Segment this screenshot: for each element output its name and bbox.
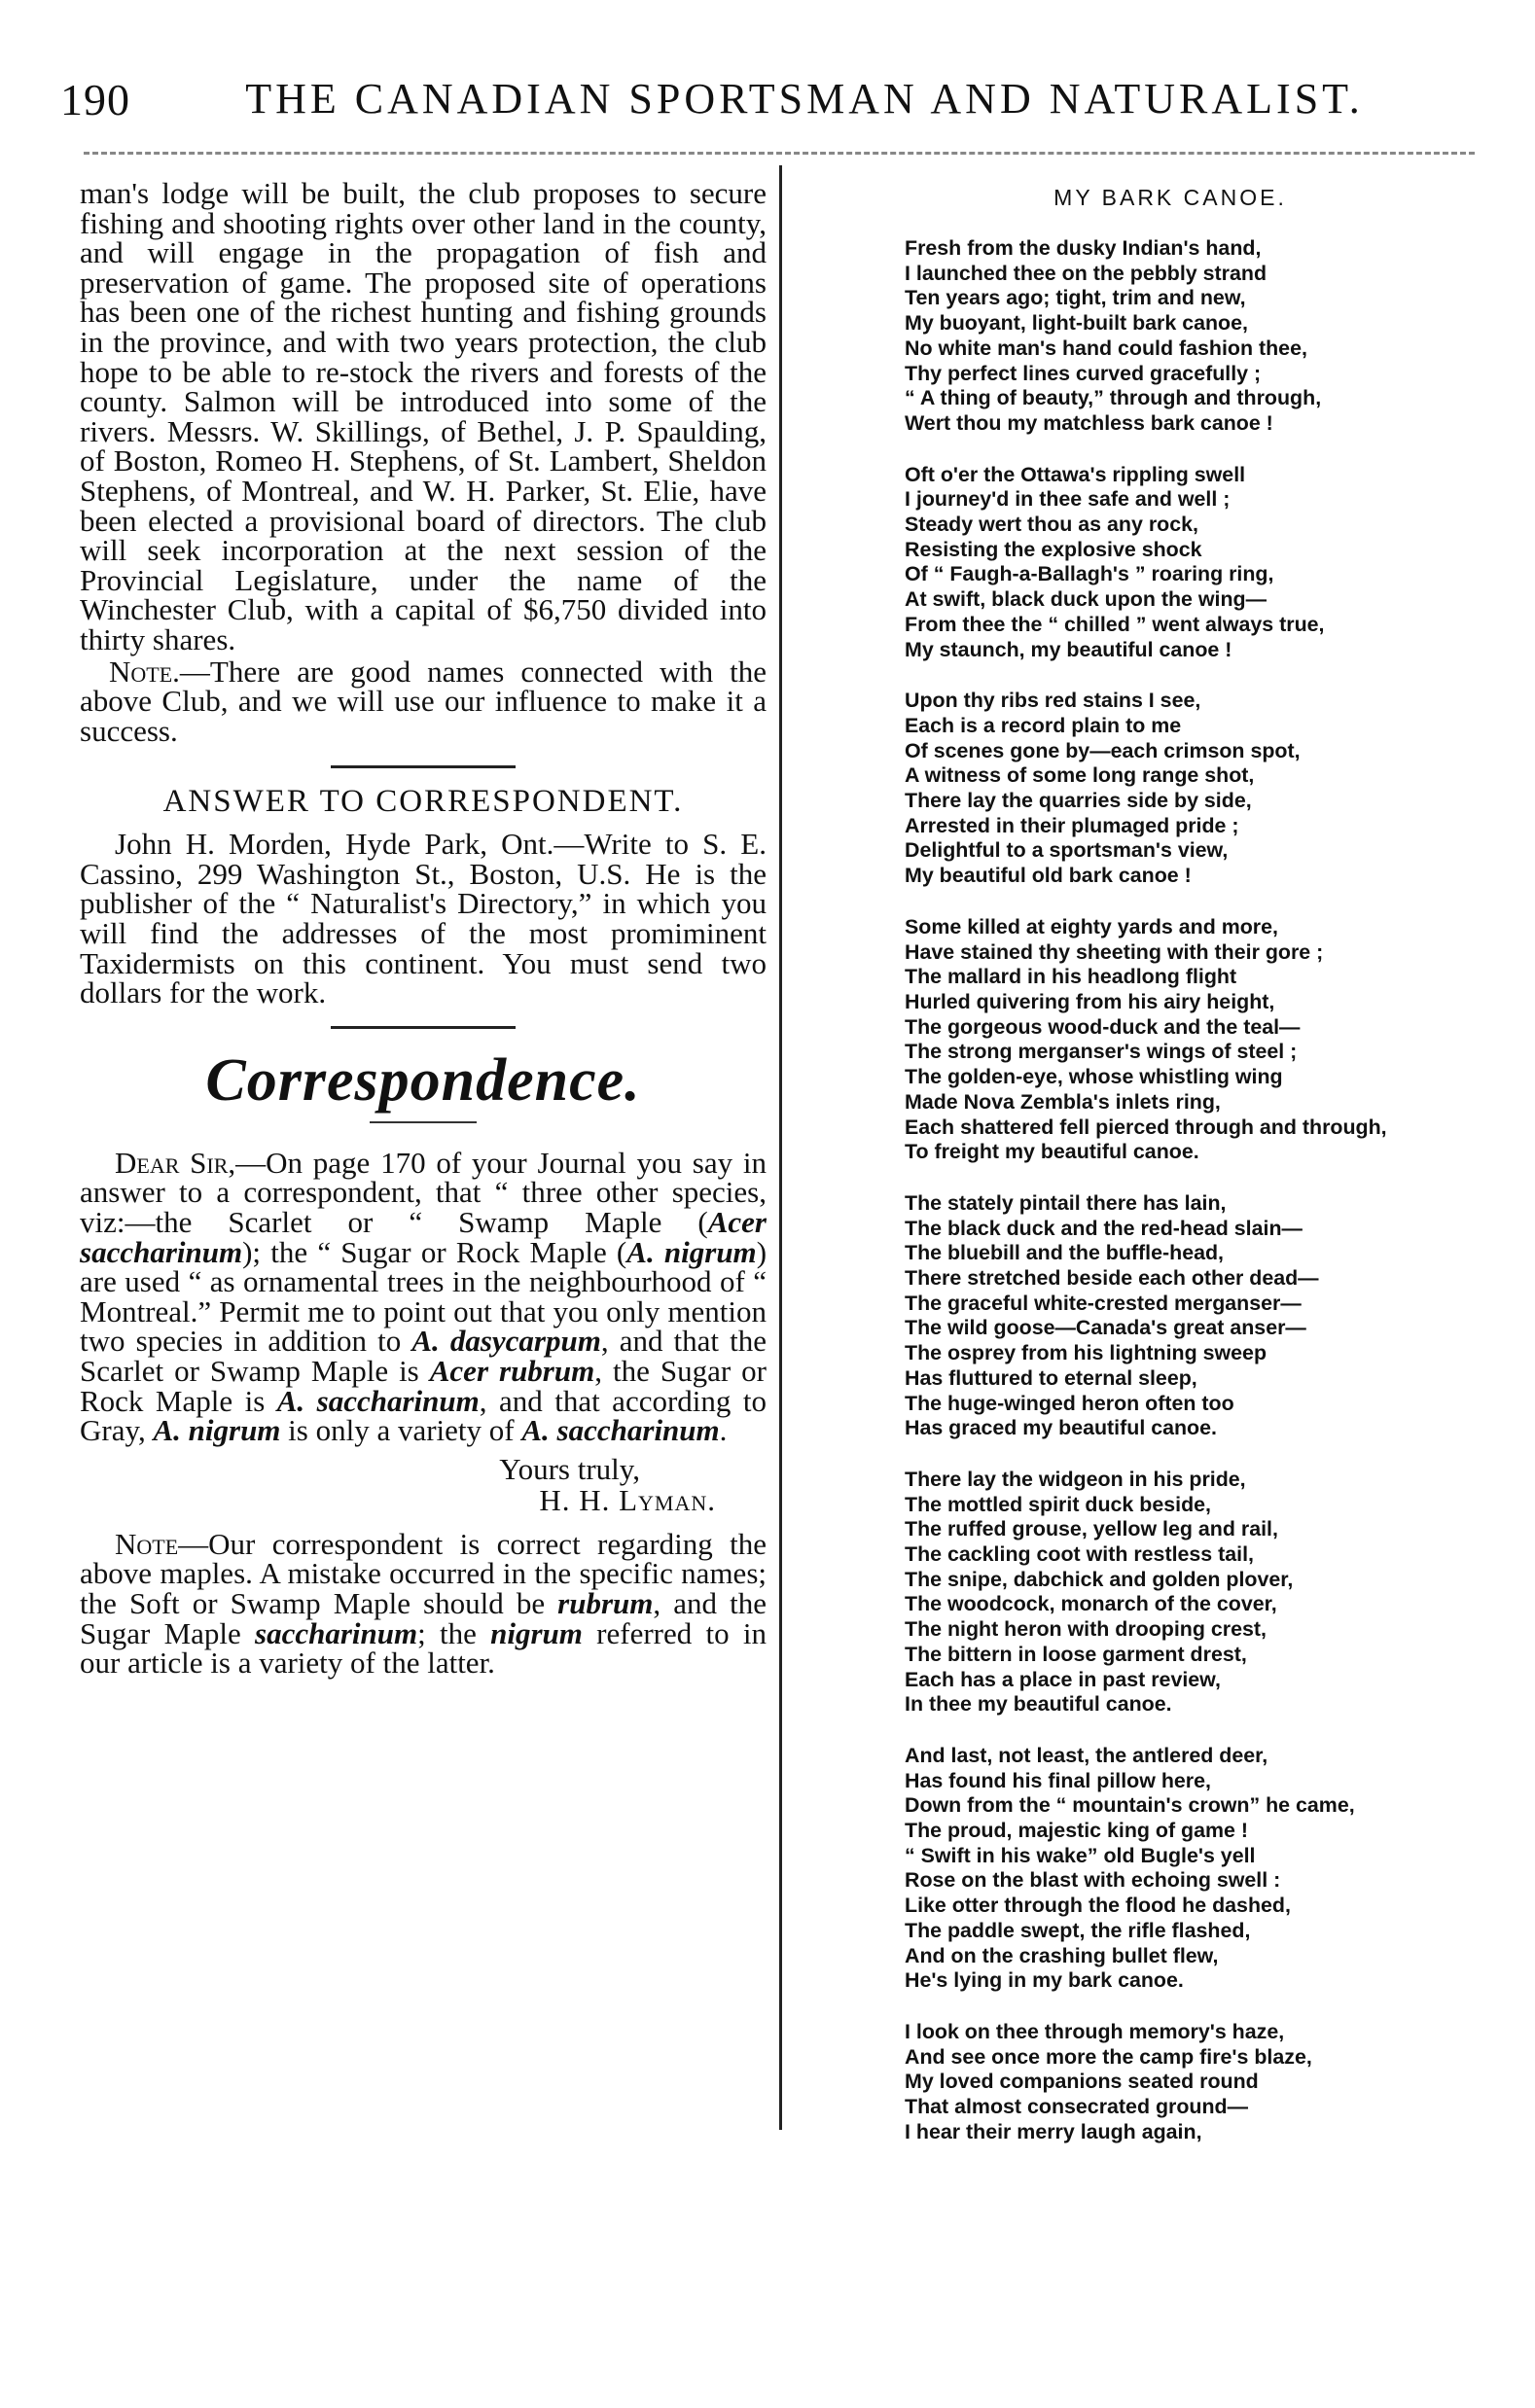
poem-line: Wert thou my matchless bark canoe ! bbox=[905, 410, 1273, 435]
letter-signature: H. H. Lyman. bbox=[539, 1482, 716, 1517]
letter-text: is only a variety of bbox=[280, 1413, 522, 1448]
poem-line: And see once more the camp fire's blaze, bbox=[905, 2044, 1312, 2069]
poem-line: Steady wert thou as any rock, bbox=[905, 513, 1198, 537]
poem-line: I journey'd in thee safe and well ; bbox=[905, 487, 1231, 512]
note-label: Note. bbox=[109, 654, 180, 689]
poem-line: Like otter through the flood he dashed, bbox=[905, 1894, 1291, 1918]
letter-closing: Yours truly, bbox=[499, 1451, 640, 1486]
note-text: referred to in our article is a variety of the latter. bbox=[80, 1615, 767, 1681]
poem-line: Fresh from the dusky Indian's hand, bbox=[905, 236, 1262, 260]
note-text: , and the Sugar Maple bbox=[80, 1585, 767, 1650]
poem-line: The snipe, dabchick and golden plover, bbox=[905, 1567, 1294, 1591]
species-name: A. nigrum bbox=[153, 1413, 281, 1448]
poem-line: “ Swift in his wake” old Bugle's yell bbox=[905, 1843, 1256, 1867]
note-text: —There are good names connected with the above Club, and we will use our influence to make it a success. bbox=[80, 654, 767, 748]
poem-line: My staunch, my beautiful canoe ! bbox=[905, 637, 1232, 661]
poem-line: Each is a record plain to me bbox=[905, 713, 1182, 737]
poem-line: The bittern in loose garment drest, bbox=[905, 1642, 1247, 1666]
poem-line: Hurled quivering from his airy height, bbox=[905, 989, 1275, 1013]
section-rule bbox=[331, 765, 516, 768]
poem-stanza bbox=[905, 1468, 1488, 1717]
poem-line: At swift, black duck upon the wing— bbox=[905, 587, 1267, 612]
letter-text: —On page 170 of your Journal you say in answer to a correspondent, that “ three other species, viz:—the Scarlet or “ Swamp Maple ( bbox=[80, 1145, 767, 1240]
species-name: Acer saccharinum bbox=[80, 1205, 767, 1269]
section-rule bbox=[331, 1026, 516, 1029]
poem-line: The golden-eye, whose whistling wing bbox=[905, 1065, 1283, 1089]
poem-line: The gorgeous wood-duck and the teal— bbox=[905, 1014, 1301, 1039]
poem-line: The night heron with drooping crest, bbox=[905, 1617, 1267, 1642]
poem-line: My buoyant, light-built bark canoe, bbox=[905, 311, 1248, 336]
letter-text: ); the “ Sugar or Rock Maple ( bbox=[242, 1234, 627, 1269]
poem-line: Arrested in their plumaged pride ; bbox=[905, 813, 1239, 837]
poem-line: Have stained thy sheeting with their gore ; bbox=[905, 939, 1324, 964]
species-name: saccharinum bbox=[255, 1615, 418, 1650]
poem-line: Of “ Faugh-a-Ballagh's ” roaring ring, bbox=[905, 562, 1274, 586]
poem-body bbox=[905, 236, 1488, 2145]
poem-line: The bluebill and the buffle-head, bbox=[905, 1241, 1224, 1265]
letter-text: . bbox=[719, 1413, 728, 1448]
column-divider bbox=[779, 165, 782, 2130]
poem-stanza bbox=[905, 463, 1488, 663]
note-text: —Our correspondent is correct regarding the above maples. A mistake occurred in the specific names; the Soft or Swamp Maple should be bbox=[80, 1526, 767, 1620]
poem-line: A witness of some long range shot, bbox=[905, 763, 1255, 788]
poem-line: Delightful to a sportsman's view, bbox=[905, 838, 1229, 863]
species-name: Acer rubrum bbox=[429, 1354, 595, 1388]
poem-line: From thee the “ chilled ” went always true, bbox=[905, 612, 1325, 636]
page-number: 190 bbox=[60, 75, 130, 124]
poem-title: MY BARK CANOE. bbox=[1053, 185, 1287, 210]
letter-text: , the Sugar or Rock Maple is bbox=[80, 1354, 767, 1418]
poem-line: Resisting the explosive shock bbox=[905, 537, 1202, 561]
poem-line: The mottled spirit duck beside, bbox=[905, 1492, 1211, 1516]
poem-line: The huge-winged heron often too bbox=[905, 1391, 1234, 1415]
poem-line: The wild goose—Canada's great anser— bbox=[905, 1316, 1306, 1340]
poem-line: There lay the widgeon in his pride, bbox=[905, 1467, 1246, 1491]
poem-line: Each has a place in past review, bbox=[905, 1667, 1221, 1691]
poem-line: My loved companions seated round bbox=[905, 2070, 1259, 2094]
poem-line: Ten years ago; tight, trim and new, bbox=[905, 286, 1246, 310]
answer-paragraph: John H. Morden, Hyde Park, Ont.—Write to S. E. Cassino, 299 Washington St., Boston, U.S. He is the publisher of the “ Naturalist's Directory,” in which you will find the addresses of the most promiminent Taxidermists on this continent. You must send two dollars for the work. bbox=[80, 827, 767, 1010]
poem-line: Some killed at eighty yards and more, bbox=[905, 914, 1278, 938]
poem-line: The osprey from his lightning sweep bbox=[905, 1341, 1267, 1365]
answer-heading: ANSWER TO CORRESPONDENT. bbox=[162, 784, 684, 820]
poem-line: Down from the “ mountain's crown” he came, bbox=[905, 1793, 1355, 1818]
poem-line: No white man's hand could fashion thee, bbox=[905, 336, 1307, 360]
poem-line: I look on thee through memory's haze, bbox=[905, 2020, 1285, 2043]
poem-line: The proud, majestic king of game ! bbox=[905, 1819, 1248, 1843]
species-name: A. saccharinum bbox=[276, 1383, 480, 1418]
letter-paragraph bbox=[80, 1145, 768, 1448]
poem-line: The black duck and the red-head slain— bbox=[905, 1216, 1303, 1240]
poem-stanza bbox=[905, 236, 1488, 437]
poem-line: The stately pintail there has lain, bbox=[905, 1190, 1227, 1215]
poem-line: “ A thing of beauty,” through and through, bbox=[905, 386, 1322, 410]
page-header bbox=[60, 74, 1481, 132]
poem-line: Made Nova Zembla's inlets ring, bbox=[905, 1089, 1221, 1114]
poem-line: Thy perfect lines curved gracefully ; bbox=[905, 361, 1262, 385]
poem-line: The strong merganser's wings of steel ; bbox=[905, 1040, 1298, 1064]
poem-line: The paddle swept, the rifle flashed, bbox=[905, 1918, 1251, 1942]
poem-line: There lay the quarries side by side, bbox=[905, 789, 1252, 813]
running-title: THE CANADIAN SPORTSMAN AND NATURALIST. bbox=[245, 75, 1364, 123]
club-article-note bbox=[80, 654, 767, 748]
poem-line: There stretched beside each other dead— bbox=[905, 1266, 1319, 1291]
poem-line: The cackling coot with restless tail, bbox=[905, 1542, 1254, 1567]
poem-line: Has fluttured to eternal sleep, bbox=[905, 1365, 1197, 1390]
poem-stanza bbox=[905, 1744, 1488, 1994]
poem-stanza bbox=[905, 689, 1488, 889]
poem-line: That almost consecrated ground— bbox=[905, 2095, 1248, 2119]
poem-line: Rose on the blast with echoing swell : bbox=[905, 1868, 1281, 1893]
correspondence-heading: Correspondence. bbox=[205, 1046, 641, 1114]
poem-line: Of scenes gone by—each crimson spot, bbox=[905, 738, 1301, 762]
header-rule bbox=[84, 152, 1475, 155]
poem-stanza bbox=[905, 1191, 1488, 1441]
poem-line: Has found his final pillow here, bbox=[905, 1768, 1211, 1792]
poem-stanza bbox=[905, 2020, 1488, 2145]
poem-line: And on the crashing bullet flew, bbox=[905, 1943, 1219, 1967]
poem-line: The mallard in his headlong flight bbox=[905, 965, 1237, 989]
poem-line: And last, not least, the antlered deer, bbox=[905, 1743, 1268, 1767]
poem-line: He's lying in my bark canoe. bbox=[905, 1968, 1184, 1993]
note-label: Note bbox=[115, 1526, 179, 1561]
poem-line: I hear their merry laugh again, bbox=[905, 2119, 1202, 2143]
letter-text: , and that according to Gray, bbox=[80, 1383, 767, 1448]
letter-text: ) are used “ as ornamental trees in the neighbourhood of “ Montreal.” Permit me to point out that you only mention two species in addition to bbox=[80, 1234, 768, 1359]
heading-rule bbox=[370, 1121, 477, 1123]
letter-text: , and that the Scarlet or Swamp Maple is bbox=[80, 1324, 767, 1388]
poem-stanza bbox=[905, 915, 1488, 1165]
species-name: nigrum bbox=[490, 1615, 583, 1650]
poem-line: My beautiful old bark canoe ! bbox=[905, 864, 1192, 888]
salutation: Dear Sir, bbox=[115, 1145, 236, 1180]
note-text: ; the bbox=[417, 1615, 491, 1650]
poem-line: Upon thy ribs red stains I see, bbox=[905, 689, 1201, 713]
editor-note bbox=[80, 1526, 767, 1681]
club-article-paragraph: man's lodge will be built, the club proposes to secure fishing and shooting rights over other land in the county, and will engage in the propagation of fish and preservation of game. The proposed site of operations has been one of the richest hunting and fishing grounds in the province, and with two years protection, the club hope to be able to re-stock the rivers and forests of the county. Salmon will be introduced into some of the rivers. Messrs. W. Skillings, of Bethel, J. P. Spaulding, of Boston, Romeo H. Stephens, of St. Lambert, Sheldon Stephens, of Montreal, and W. H. Parker, St. Elie, have been elected a provisional board of directors. The club will seek incorporation at the next session of the Provincial Legislature, under the name of the Winchester Club, with a capital of $6,750 divided into thirty shares. bbox=[80, 176, 767, 656]
species-name: A. nigrum bbox=[626, 1234, 757, 1269]
poem-line: The woodcock, monarch of the cover, bbox=[905, 1592, 1277, 1616]
poem-line: The graceful white-crested merganser— bbox=[905, 1291, 1302, 1315]
poem-line: To freight my beautiful canoe. bbox=[905, 1140, 1199, 1164]
poem-line: Each shattered fell pierced through and through, bbox=[905, 1115, 1387, 1139]
right-column bbox=[905, 185, 1488, 2172]
poem-line: The ruffed grouse, yellow leg and rail, bbox=[905, 1517, 1278, 1541]
species-name: A. dasycarpum bbox=[411, 1324, 601, 1359]
poem-line: In thee my beautiful canoe. bbox=[905, 1692, 1172, 1717]
poem-line: Oft o'er the Ottawa's rippling swell bbox=[905, 462, 1246, 486]
poem-line: I launched thee on the pebbly strand bbox=[905, 261, 1267, 285]
poem-line: Has graced my beautiful canoe. bbox=[905, 1416, 1217, 1440]
species-name: A. saccharinum bbox=[521, 1413, 720, 1448]
left-column bbox=[80, 176, 768, 1681]
species-name: rubrum bbox=[557, 1585, 654, 1620]
